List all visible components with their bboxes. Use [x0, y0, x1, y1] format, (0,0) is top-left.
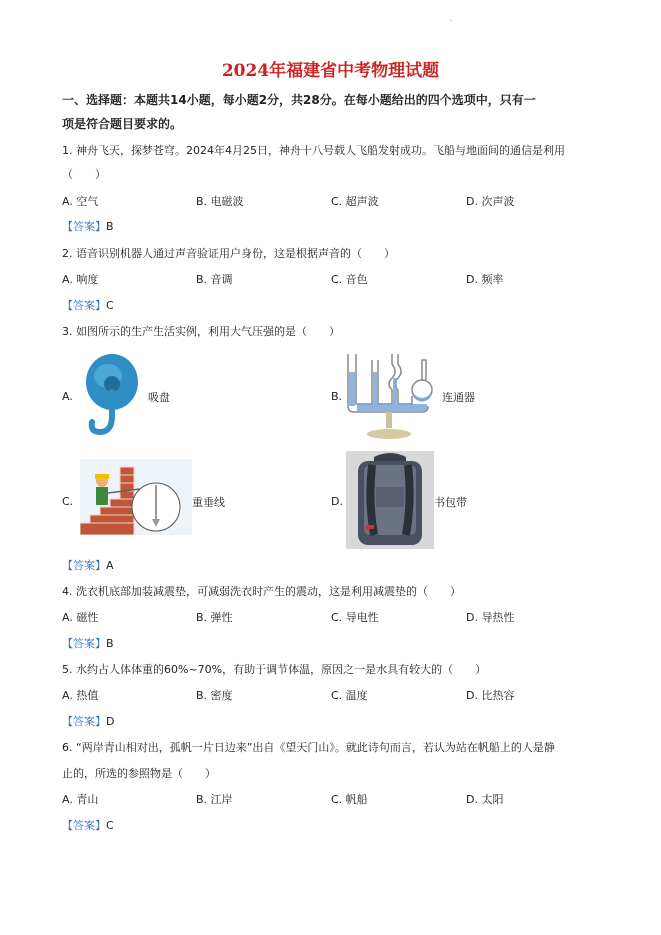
- q4-answer: [62, 636, 114, 652]
- answer-tag: 【答案】: [62, 299, 106, 312]
- q2-option-b: B. 音调: [196, 273, 233, 286]
- q3-option-b-letter: B.: [331, 390, 343, 403]
- q1-answer: [62, 219, 114, 235]
- q3-text: 3. 如图所示的生产生活实例，利用大气压强的是（ ）: [62, 325, 340, 338]
- q5-option-d: D. 比热容: [466, 689, 515, 702]
- suction-cup-image: [82, 352, 142, 440]
- answer-tag: 【答案】: [62, 220, 106, 233]
- connected-vessels-image: [342, 350, 438, 442]
- answer-value: A: [106, 559, 114, 572]
- section-instructions: [62, 88, 602, 136]
- q5-option-c: C. 温度: [331, 689, 368, 702]
- q3-option-b-label: 连通器: [442, 391, 475, 404]
- q6-option-d: D. 太阳: [466, 793, 504, 806]
- q5-option-b: B. 密度: [196, 689, 233, 702]
- q3-option-a-letter: A.: [62, 390, 73, 403]
- section-line-1: 一、选择题：本题共14小题，每小题2分，共28分。在每小题给出的四个选项中，只有一: [62, 93, 536, 107]
- q1-option-a: A. 空气: [62, 195, 99, 208]
- answer-tag: 【答案】: [62, 819, 106, 832]
- answer-tag: 【答案】: [62, 559, 106, 572]
- answer-value: C: [106, 299, 114, 312]
- q4-option-d: D. 导热性: [466, 611, 515, 624]
- q2-option-c: C. 音色: [331, 273, 368, 286]
- answer-tag: 【答案】: [62, 637, 106, 650]
- q6-answer: [62, 818, 114, 834]
- q5-answer: [62, 714, 114, 730]
- q3-option-c-letter: C.: [62, 495, 74, 508]
- header-dot: .: [450, 14, 453, 23]
- q6-option-b: B. 江岸: [196, 793, 233, 806]
- q1-text-line-2: （ ）: [62, 168, 106, 181]
- q3-option-a-label: 吸盘: [148, 391, 170, 404]
- q2-answer: [62, 298, 114, 314]
- answer-value: B: [106, 220, 114, 233]
- q6-text-line-1: 6. “两岸青山相对出，孤帆一片日边来”出自《望天门山》。就此诗句而言，若认为站在帆船上的人是静: [62, 741, 555, 754]
- q2-option-a: A. 响度: [62, 273, 99, 286]
- q3-option-c-label: 重垂线: [192, 496, 225, 509]
- q2-text: 2. 语音识别机器人通过声音验证用户身份，这是根据声音的（ ）: [62, 247, 395, 260]
- q1-option-d: D. 次声波: [466, 195, 515, 208]
- section-line-2: 项是符合题目要求的。: [62, 117, 183, 131]
- q6-text-line-2: 止的，所选的参照物是（ ）: [62, 767, 216, 780]
- q3-option-d-letter: D.: [331, 495, 343, 508]
- q6-option-a: A. 青山: [62, 793, 99, 806]
- q5-option-a: A. 热值: [62, 689, 99, 702]
- answer-value: B: [106, 637, 114, 650]
- q1-option-b: B. 电磁波: [196, 195, 244, 208]
- q3-option-d-label: 书包带: [434, 496, 467, 509]
- q2-option-d: D. 频率: [466, 273, 504, 286]
- q3-answer: [62, 558, 114, 574]
- backpack-image: [346, 451, 434, 549]
- q4-option-c: C. 导电性: [331, 611, 379, 624]
- q5-text: 5. 水约占人体体重的60%~70%，有助于调节体温，原因之一是水具有较大的（ ）: [62, 663, 487, 676]
- q4-option-a: A. 磁性: [62, 611, 99, 624]
- page-title: 2024年福建省中考物理试题: [221, 61, 440, 81]
- answer-value: C: [106, 819, 114, 832]
- q1-text-line-1: 1. 神舟飞天，探梦苍穹。2024年4月25日，神舟十八号载人飞船发射成功。飞船与地面间的通信是利用: [62, 144, 565, 157]
- q4-option-b: B. 弹性: [196, 611, 233, 624]
- plumb-line-image: [80, 459, 192, 535]
- answer-value: D: [106, 715, 115, 728]
- answer-tag: 【答案】: [62, 715, 106, 728]
- q6-option-c: C. 帆船: [331, 793, 368, 806]
- q4-text: 4. 洗衣机底部加装减震垫，可减弱洗衣时产生的震动，这是利用减震垫的（ ）: [62, 585, 461, 598]
- q1-option-c: C. 超声波: [331, 195, 379, 208]
